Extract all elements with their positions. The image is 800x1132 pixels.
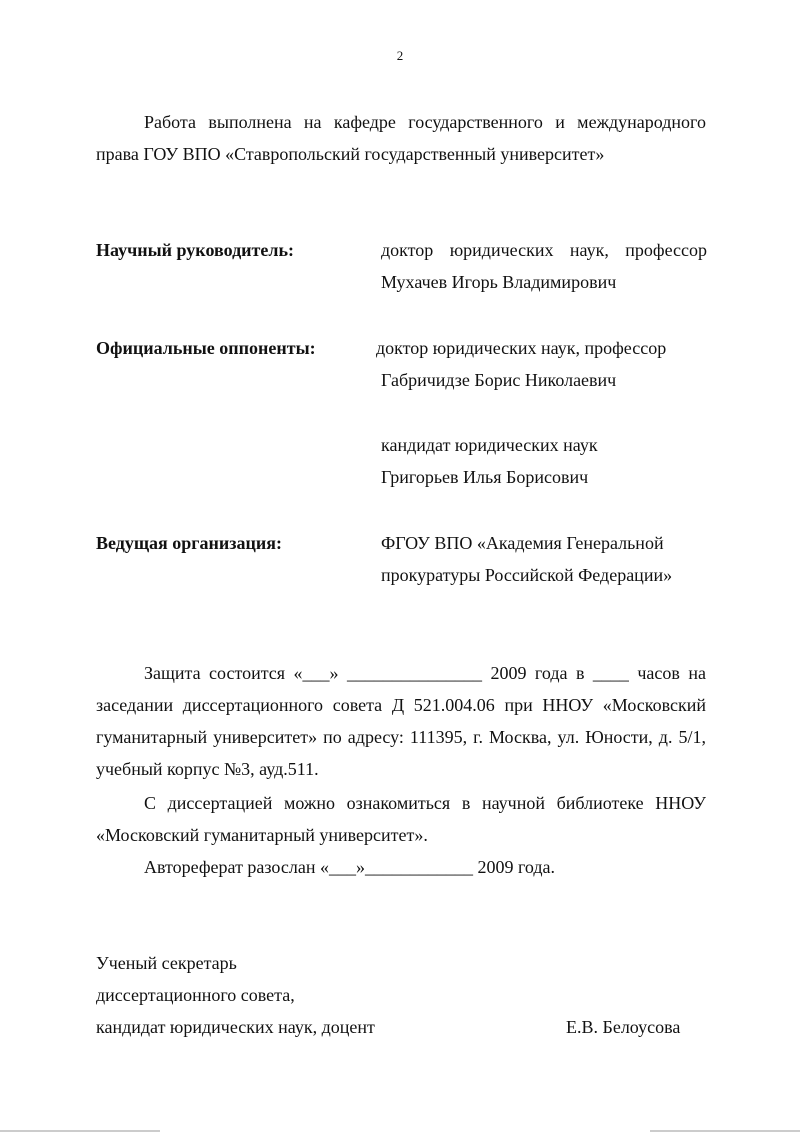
organization-value bbox=[381, 527, 707, 591]
page-number: 2 bbox=[396, 48, 404, 63]
secretary-name: Е.В. Белоусова bbox=[566, 1017, 681, 1037]
organization-line1: ФГОУ ВПО «Академия Генеральной bbox=[381, 533, 664, 553]
organization-label: Ведущая организация: bbox=[96, 533, 282, 553]
secretary-degree: кандидат юридических наук, доцент bbox=[96, 1017, 375, 1037]
supervisor-title: доктор юридических наук, профессор bbox=[381, 240, 707, 260]
secretary-block bbox=[96, 947, 375, 1043]
opponent-first bbox=[376, 332, 702, 396]
opponent-second-name: Григорьев Илья Борисович bbox=[381, 467, 589, 487]
supervisor-value bbox=[381, 234, 707, 298]
supervisor-name: Мухачев Игорь Владимирович bbox=[381, 272, 617, 292]
opponent-first-name: Габричидзе Борис Николаевич bbox=[381, 370, 617, 390]
secretary-role: Ученый секретарь bbox=[96, 953, 237, 973]
opponent-second-title: кандидат юридических наук bbox=[381, 435, 598, 455]
library-paragraph: С диссертацией можно ознакомиться в научной библиотеке ННОУ «Московский гуманитарный университет». bbox=[96, 793, 706, 845]
opponents-label: Официальные оппоненты: bbox=[96, 338, 316, 358]
sent-paragraph: Автореферат разослан «___»____________ 2009 года. bbox=[144, 857, 556, 877]
organization-line2: прокуратуры Российской Федерации» bbox=[381, 565, 673, 585]
supervisor-label: Научный руководитель: bbox=[96, 240, 294, 260]
opponent-first-title: доктор юридических наук, профессор bbox=[376, 338, 667, 358]
opponent-second bbox=[381, 429, 707, 493]
defense-paragraph: Защита состоится «___» _______________ 2009 года в ____ часов на заседании диссертационного совета Д 521.004.06 при ННОУ «Московский гуманитарный университет» по адресу: 111395, г. Москва, ул. Юности, д. 5/1, учебный корпус №3, ауд.511. bbox=[96, 663, 706, 779]
secretary-council: диссертационного совета, bbox=[96, 985, 295, 1005]
intro-paragraph: Работа выполнена на кафедре государственного и международного права ГОУ ВПО «Ставропольский государственный университет» bbox=[96, 112, 706, 164]
